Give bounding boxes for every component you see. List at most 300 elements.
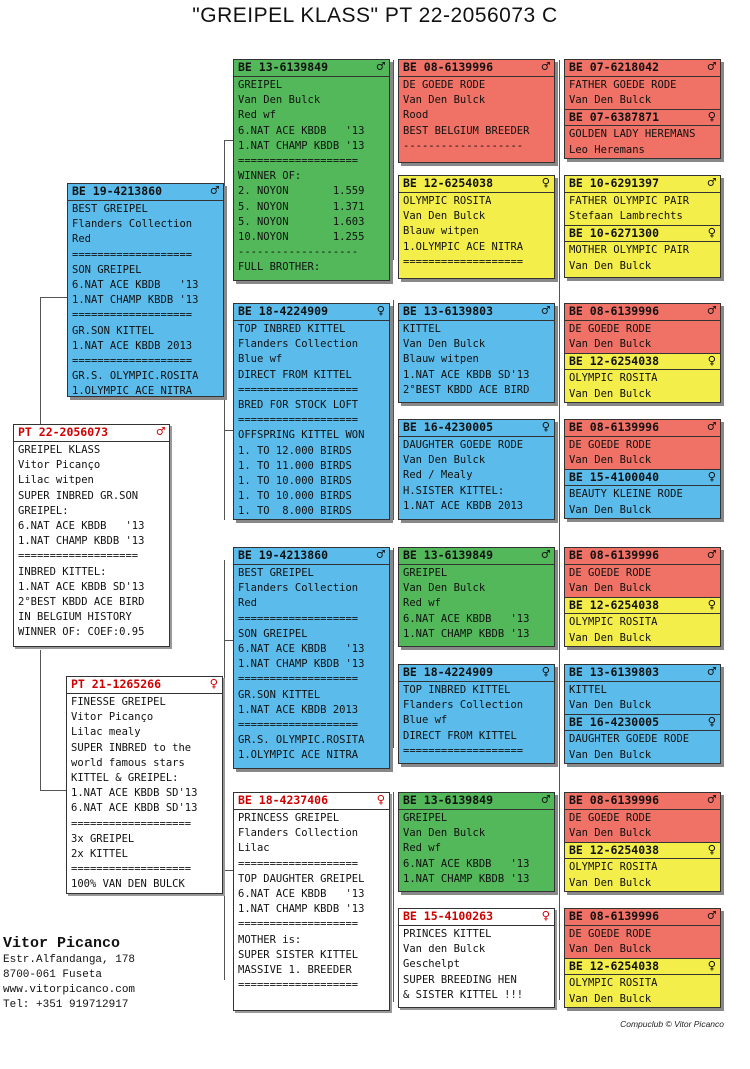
card-line: Van Den Bulck — [569, 748, 652, 761]
card-line: Vitor Picanço — [71, 711, 154, 724]
footer-credit: Compuclub © Vitor Picanco — [620, 1019, 724, 1029]
card-body — [565, 77, 720, 109]
male-icon: ♂ — [541, 303, 550, 320]
pedigree-pair-card-6 — [564, 664, 721, 764]
pedigree-pair-card-2 — [564, 175, 721, 278]
card-line: 1. TO 10.000 BIRDS — [238, 475, 352, 488]
ring-number: BE 12-6254038 — [569, 354, 660, 369]
pedigree-card-dam-dam — [233, 792, 390, 1011]
male-icon: ♂ — [707, 59, 716, 76]
ring-number: BE 12-6254038 — [403, 176, 494, 191]
card-line: IN BELGIUM HISTORY — [18, 611, 132, 624]
card-line: Van Den Bulck — [569, 582, 652, 595]
ring-number: BE 15-4100040 — [569, 470, 660, 485]
card-body — [234, 810, 389, 994]
card-line: =================== — [72, 248, 193, 261]
card-line: Van Den Bulck — [403, 827, 486, 840]
card-line: WINNER OF: COEF:0.95 — [18, 626, 145, 639]
ring-number: BE 13-6139803 — [569, 665, 660, 680]
ring-number: BE 18-4224909 — [238, 304, 329, 319]
card-line: =================== — [18, 550, 139, 563]
card-line: Blue wf — [238, 353, 283, 366]
card-line: SON GREIPEL — [72, 263, 142, 276]
card-line: 1.NAT ACE KBDB 2013 — [403, 499, 524, 512]
card-body — [565, 731, 720, 763]
card-body — [565, 437, 720, 469]
card-body — [399, 321, 554, 399]
card-line: GR.SON KITTEL — [72, 324, 155, 337]
card-line: 1.NAT ACE KBDB SD'13 — [71, 787, 198, 800]
card-line: Van Den Bulck — [569, 94, 652, 107]
card-line: 6.NAT ACE KBDB SD'13 — [71, 802, 198, 815]
card-line: 1. TO 10.000 BIRDS — [238, 490, 352, 503]
card-line: 2°BEST KBDD ACE BIRD — [18, 596, 145, 609]
ring-number: BE 13-6139849 — [403, 793, 494, 808]
card-line: Van Den Bulck — [569, 259, 652, 272]
male-icon: ♂ — [707, 664, 716, 681]
male-icon: ♂ — [707, 419, 716, 436]
card-line: Red — [72, 233, 91, 246]
card-line: =================== — [238, 612, 359, 625]
connector-line — [393, 60, 394, 260]
ring-number: BE 15-4100263 — [403, 909, 494, 924]
card-line: Geschelpt — [403, 958, 460, 971]
card-line: SUPER INBRED GR.SON — [18, 489, 139, 502]
card-line: 5. NOYON 1.371 — [238, 200, 365, 213]
card-line: FULL BROTHER: — [238, 261, 321, 274]
connector-line — [40, 790, 66, 791]
female-icon: ♀ — [541, 419, 550, 436]
female-icon: ♀ — [707, 714, 716, 731]
card-body — [565, 810, 720, 842]
card-body — [565, 926, 720, 958]
card-line: FINESSE GREIPEL — [71, 696, 166, 708]
card-line: Van Den Bulck — [569, 699, 652, 712]
card-line: OLYMPIC ROSITA — [403, 195, 492, 207]
ring-number: BE 13-6139849 — [238, 60, 329, 75]
female-icon: ♀ — [707, 958, 716, 975]
card-line: Van Den Bulck — [403, 338, 486, 351]
card-line: & SISTER KITTEL !!! — [403, 988, 524, 1001]
card-line: 6.NAT ACE KBDB '13 — [238, 643, 365, 656]
card-line: DE GOEDE RODE — [569, 439, 652, 451]
card-line: OLYMPIC ROSITA — [569, 861, 658, 874]
card-line: 10.NOYON 1.255 — [238, 231, 365, 244]
card-line: Van Den Bulck — [569, 631, 652, 644]
card-line: 1.OLYMPIC ACE NITRA — [72, 385, 193, 397]
male-icon: ♂ — [541, 59, 550, 76]
ring-number: BE 10-6271300 — [569, 226, 660, 241]
card-line: Blauw witpen — [403, 353, 479, 366]
ring-number: BE 08-6139996 — [569, 909, 660, 924]
card-body — [68, 201, 223, 397]
ring-number: BE 08-6139996 — [569, 420, 660, 435]
card-line: DE GOEDE RODE — [569, 812, 652, 824]
card-line: 1. TO 11.000 BIRDS — [238, 459, 352, 472]
owner-phone: Tel: +351 919712917 — [3, 999, 129, 1011]
female-icon: ♀ — [209, 676, 218, 693]
card-body — [67, 694, 222, 894]
male-icon: ♂ — [376, 547, 385, 564]
card-line: Van Den Bulck — [403, 582, 486, 595]
card-line: Red — [238, 597, 257, 610]
card-line: Van Den Bulck — [569, 387, 652, 400]
male-icon: ♂ — [707, 908, 716, 925]
ring-number: BE 19-4213860 — [238, 548, 329, 563]
card-line: TOP INBRED KITTEL — [403, 684, 511, 696]
card-line: Red wf — [403, 597, 441, 610]
card-body — [399, 810, 554, 888]
female-icon: ♀ — [707, 225, 716, 242]
card-line: SUPER INBRED to the — [71, 741, 192, 754]
card-line: WINNER OF: — [238, 170, 302, 183]
card-line: SUPER BREEDING HEN — [403, 973, 517, 986]
card-line: DE GOEDE RODE — [569, 567, 652, 579]
card-line: Van Den Bulck — [569, 992, 652, 1005]
pedigree-card-subject — [13, 424, 170, 647]
owner-contact — [3, 936, 135, 1013]
pedigree-pair-card-7 — [564, 792, 721, 892]
connector-line — [40, 650, 41, 790]
card-line: SON GREIPEL — [238, 627, 308, 640]
owner-website[interactable]: www.vitorpicanco.com — [3, 984, 136, 996]
card-line: 1.NAT CHAMP KBDB '13 — [238, 139, 365, 152]
female-icon: ♀ — [707, 109, 716, 126]
card-body — [399, 565, 554, 643]
male-icon: ♂ — [707, 547, 716, 564]
pedigree-card-sire-sire — [233, 59, 390, 281]
card-line: Leo Heremans — [569, 143, 645, 156]
card-line: 100% VAN DEN BULCK — [71, 878, 185, 891]
card-body — [565, 486, 720, 518]
ring-number: BE 08-6139996 — [569, 793, 660, 808]
owner-name: Vitor Picanco — [3, 935, 121, 952]
ring-number: PT 21-1265266 — [71, 677, 162, 692]
card-line: =================== — [238, 719, 359, 732]
pedigree-pair-card-8 — [564, 908, 721, 1008]
card-body — [399, 193, 554, 271]
female-icon: ♀ — [707, 353, 716, 370]
card-body — [14, 442, 169, 642]
connector-line — [393, 548, 394, 748]
pedigree-card-g6 — [398, 664, 555, 764]
card-line: 1.NAT CHAMP KBDB '13 — [403, 872, 530, 885]
card-line: ------------------- — [403, 139, 524, 152]
card-body — [234, 77, 389, 277]
female-icon: ♀ — [541, 664, 550, 681]
card-line: INBRED KITTEL: — [18, 565, 107, 578]
card-line: GREIPEL — [403, 567, 448, 579]
card-line: Van Den Bulck — [569, 876, 652, 889]
card-line: GREIPEL: — [18, 504, 69, 517]
card-body — [565, 565, 720, 597]
card-line: Blauw witpen — [403, 225, 479, 238]
card-line: 1.NAT ACE KBDB 2013 — [72, 339, 193, 352]
ring-number: BE 12-6254038 — [569, 598, 660, 613]
card-line: TOP DAUGHTER GREIPEL — [238, 872, 365, 885]
card-line: MOTHER OLYMPIC PAIR — [569, 244, 690, 257]
male-icon: ♂ — [707, 792, 716, 809]
card-line: =================== — [72, 309, 193, 322]
card-line: DE GOEDE RODE — [569, 323, 652, 335]
connector-line — [224, 430, 233, 431]
card-line: Van Den Bulck — [569, 827, 652, 840]
card-line: 1. TO 12.000 BIRDS — [238, 444, 352, 457]
card-line: GREIPEL KLASS — [18, 444, 101, 456]
card-line: BEST GREIPEL — [238, 567, 314, 579]
card-line: 1.NAT ACE KBDB SD'13 — [403, 368, 530, 381]
card-line: Van Den Bulck — [403, 454, 486, 467]
card-line: Red wf — [403, 842, 441, 855]
ring-number: PT 22-2056073 — [18, 425, 109, 440]
card-line: Van Den Bulck — [403, 210, 486, 223]
card-line: Flanders Collection — [238, 338, 359, 351]
pedigree-card-g2 — [398, 175, 555, 279]
card-line: GREIPEL — [238, 79, 283, 91]
female-icon: ♀ — [541, 175, 550, 192]
card-line: OFFSPRING KITTEL WON — [238, 429, 365, 442]
ring-number: BE 16-4230005 — [403, 420, 494, 435]
ring-number: BE 18-4237406 — [238, 793, 329, 808]
card-line: 6.NAT ACE KBDB '13 — [72, 279, 199, 292]
card-line: =================== — [71, 817, 192, 830]
pedigree-pair-card-4 — [564, 419, 721, 519]
card-line: GR.S. OLYMPIC.ROSITA — [238, 734, 365, 747]
card-line: PRINCESS GREIPEL — [238, 812, 340, 824]
female-icon: ♀ — [707, 597, 716, 614]
card-line: Van Den Bulck — [569, 454, 652, 467]
pedigree-card-g1 — [398, 59, 555, 163]
card-body — [399, 926, 554, 1004]
pedigree-card-g4 — [398, 419, 555, 520]
card-line: =================== — [238, 155, 359, 168]
ring-number: BE 07-6218042 — [569, 60, 660, 75]
card-line: KITTEL — [403, 323, 441, 335]
pedigree-card-dam-sire — [233, 547, 390, 769]
card-line: BEST BELGIUM BREEDER — [403, 124, 530, 137]
pedigree-pair-card-3 — [564, 303, 721, 403]
card-line: =================== — [238, 857, 359, 870]
card-line: 6.NAT ACE KBDB '13 — [403, 612, 530, 625]
pedigree-card-g5 — [398, 547, 555, 647]
card-line: OLYMPIC ROSITA — [569, 372, 658, 385]
ring-number: BE 07-6387871 — [569, 110, 660, 125]
ring-number: BE 08-6139996 — [569, 304, 660, 319]
card-line: MOTHER is: — [238, 933, 302, 946]
ring-number: BE 08-6139996 — [403, 60, 494, 75]
connector-line — [559, 60, 560, 1000]
female-icon: ♀ — [541, 908, 550, 925]
connector-line — [224, 140, 225, 520]
card-body — [234, 321, 389, 520]
card-line: OLYMPIC ROSITA — [569, 977, 658, 990]
card-line: DE GOEDE RODE — [569, 928, 652, 940]
ring-number: BE 18-4224909 — [403, 665, 494, 680]
card-line: FATHER OLYMPIC PAIR — [569, 195, 690, 207]
female-icon: ♀ — [707, 469, 716, 486]
card-line: Lilac mealy — [71, 726, 141, 739]
card-line: Flanders Collection — [238, 582, 359, 595]
card-line: 6.NAT ACE KBDB '13 — [18, 520, 145, 533]
pedigree-card-sire-dam — [233, 303, 390, 520]
pedigree-card-dam — [66, 676, 223, 894]
ring-number: BE 08-6139996 — [569, 548, 660, 563]
card-line: Flanders Collection — [72, 218, 193, 231]
pedigree-pair-card-5 — [564, 547, 721, 647]
card-line: 1.NAT CHAMP KBDB '13 — [403, 627, 530, 640]
male-icon: ♂ — [541, 792, 550, 809]
card-line: Flanders Collection — [238, 827, 359, 840]
male-icon: ♂ — [707, 175, 716, 192]
card-line: DIRECT FROM KITTEL — [403, 729, 517, 742]
female-icon: ♀ — [376, 792, 385, 809]
card-line: Van Den Bulck — [569, 503, 652, 516]
card-body — [565, 242, 720, 274]
card-line: Van Den Bulck — [569, 943, 652, 956]
card-line: FATHER GOEDE RODE — [569, 79, 677, 91]
card-body — [399, 77, 554, 155]
card-line: GREIPEL — [403, 812, 448, 824]
card-line: 1.NAT CHAMP KBDB '13 — [18, 535, 145, 548]
male-icon: ♂ — [376, 59, 385, 76]
card-line: 6.NAT ACE KBDB '13 — [238, 124, 365, 137]
card-body — [565, 859, 720, 891]
ring-number: BE 19-4213860 — [72, 184, 163, 199]
card-body — [565, 126, 720, 158]
ring-number: BE 10-6291397 — [569, 176, 660, 191]
card-line: Lilac witpen — [18, 474, 94, 487]
card-body — [565, 682, 720, 714]
connector-line — [393, 792, 394, 1002]
connector-line — [224, 640, 233, 641]
card-line: Vitor Picanço — [18, 459, 101, 472]
pedigree-pair-card-1 — [564, 59, 721, 159]
card-line: H.SISTER KITTEL: — [403, 484, 505, 497]
card-body — [234, 565, 389, 765]
card-line: 1.NAT CHAMP KBDB '13 — [238, 903, 365, 916]
card-line: 2x KITTEL — [71, 848, 128, 861]
ring-number: BE 12-6254038 — [569, 959, 660, 974]
card-body — [399, 437, 554, 515]
card-line: BEST GREIPEL — [72, 203, 148, 215]
card-body — [565, 370, 720, 402]
card-line: KITTEL — [569, 684, 607, 696]
card-body — [399, 682, 554, 760]
ring-number: BE 13-6139803 — [403, 304, 494, 319]
card-line: Stefaan Lambrechts — [569, 210, 683, 223]
card-line: BRED FOR STOCK LOFT — [238, 399, 359, 412]
card-line: 3x GREIPEL — [71, 832, 135, 845]
owner-postcode: 8700-061 Fuseta — [3, 969, 103, 981]
ring-number: BE 12-6254038 — [569, 843, 660, 858]
card-line: GOLDEN LADY HEREMANS — [569, 128, 696, 141]
card-line: TOP INBRED KITTEL — [238, 323, 346, 335]
card-line: Red / Mealy — [403, 469, 473, 482]
card-line: Lilac — [238, 842, 270, 855]
card-line: =================== — [403, 255, 524, 268]
card-line: 1.NAT CHAMP KBDB '13 — [72, 294, 199, 307]
card-line: Rood — [403, 109, 429, 122]
pedigree-card-sire — [67, 183, 224, 397]
connector-line — [393, 300, 394, 520]
male-icon: ♂ — [210, 183, 219, 200]
pedigree-card-g3 — [398, 303, 555, 403]
pedigree-card-g8 — [398, 908, 555, 1008]
card-line: Flanders Collection — [403, 699, 524, 712]
pedigree-card-g7 — [398, 792, 555, 892]
ring-number: BE 13-6139849 — [403, 548, 494, 563]
card-body — [565, 321, 720, 353]
male-icon: ♂ — [541, 547, 550, 564]
female-icon: ♀ — [707, 842, 716, 859]
card-line: 1.NAT CHAMP KBDB '13 — [238, 658, 365, 671]
card-line: =================== — [238, 673, 359, 686]
card-line: =================== — [238, 383, 359, 396]
card-line: Red wf — [238, 109, 276, 122]
card-line: DAUGHTER GOEDE RODE — [569, 733, 690, 746]
card-line: 6.NAT ACE KBDB '13 — [403, 857, 530, 870]
card-line: OLYMPIC ROSITA — [569, 616, 658, 629]
card-body — [565, 193, 720, 225]
connector-line — [224, 870, 233, 871]
connector-line — [40, 297, 68, 298]
card-line: Van Den Bulck — [403, 94, 486, 107]
card-line: =================== — [71, 863, 192, 876]
connector-line — [224, 560, 225, 980]
card-line: Van Den Bulck — [238, 94, 321, 107]
connector-line — [224, 140, 233, 141]
card-line: =================== — [238, 918, 359, 931]
card-line: Blue wf — [403, 714, 448, 727]
male-icon: ♂ — [156, 424, 165, 441]
card-line: DE GOEDE RODE — [403, 79, 486, 91]
card-line: KITTEL & GREIPEL: — [71, 772, 179, 785]
card-line: 2°BEST KBDD ACE BIRD — [403, 383, 530, 396]
card-line: Van Den Bulck — [569, 338, 652, 351]
card-line: =================== — [403, 744, 524, 757]
card-line: 2. NOYON 1.559 — [238, 185, 365, 198]
card-line: 1.NAT ACE KBDB SD'13 — [18, 580, 145, 593]
connector-line — [40, 297, 41, 425]
page-title: "GREIPEL KLASS" PT 22-2056073 C — [192, 4, 558, 27]
card-line: 1. TO 8.000 BIRDS — [238, 505, 352, 518]
card-line: 1.OLYMPIC ACE NITRA — [238, 749, 359, 762]
card-line: PRINCES KITTEL — [403, 928, 492, 940]
card-line: 6.NAT ACE KBDB '13 — [238, 888, 365, 901]
card-line: MASSIVE 1. BREEDER — [238, 964, 352, 977]
card-line: =================== — [238, 979, 359, 992]
card-line: =================== — [72, 355, 193, 368]
owner-address: Estr.Alfandanga, 178 — [3, 954, 136, 966]
card-body — [565, 975, 720, 1007]
card-line: Van den Bulck — [403, 943, 486, 956]
card-line: DIRECT FROM KITTEL — [238, 368, 352, 381]
card-line: GR.S. OLYMPIC.ROSITA — [72, 370, 199, 383]
card-line: =================== — [238, 414, 359, 427]
card-body — [565, 614, 720, 646]
card-line: BEAUTY KLEINE RODE — [569, 488, 683, 501]
card-line: 5. NOYON 1.603 — [238, 215, 365, 228]
male-icon: ♂ — [707, 303, 716, 320]
card-line: SUPER SISTER KITTEL — [238, 948, 359, 961]
card-line: 1.NAT ACE KBDB 2013 — [238, 703, 359, 716]
card-line: 1.OLYMPIC ACE NITRA — [403, 240, 524, 253]
card-line: world famous stars — [71, 756, 185, 769]
card-line: DAUGHTER GOEDE RODE — [403, 439, 524, 451]
ring-number: BE 16-4230005 — [569, 715, 660, 730]
card-line: GR.SON KITTEL — [238, 688, 321, 701]
card-line: ------------------- — [238, 246, 359, 259]
